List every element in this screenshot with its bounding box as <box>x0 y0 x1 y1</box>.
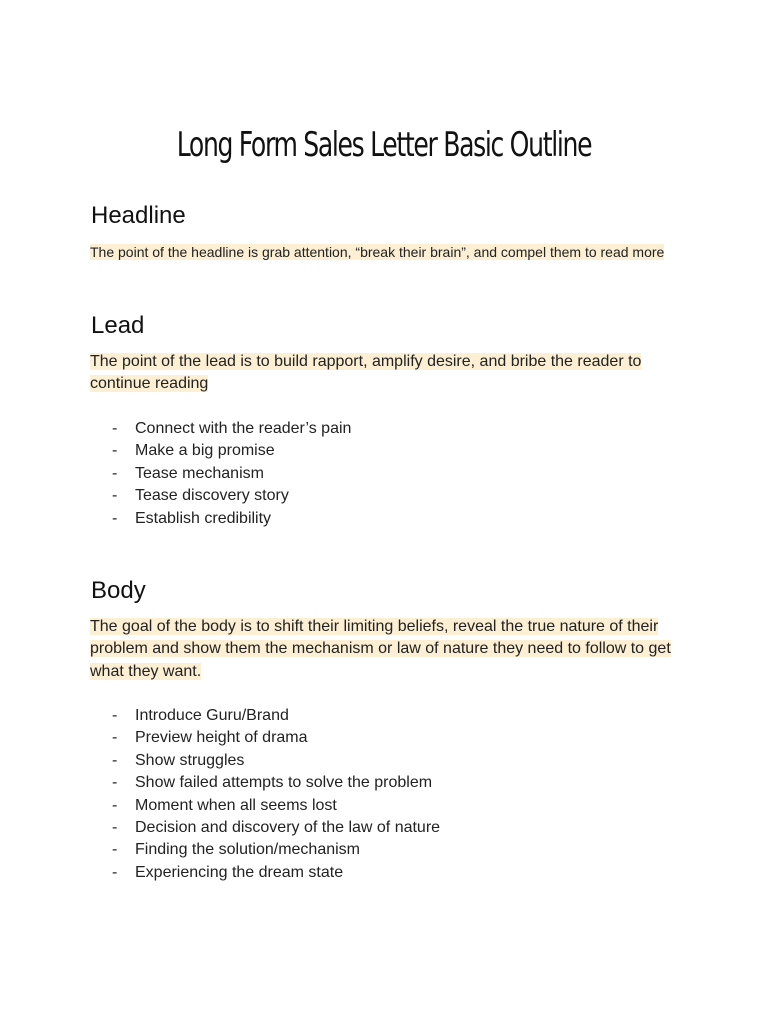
section-heading-lead: Lead <box>91 312 145 339</box>
bullet-dash: - <box>112 796 118 814</box>
list-item <box>112 772 440 794</box>
bullet-dash: - <box>112 442 118 460</box>
lead-description <box>90 351 680 396</box>
bullet-dash: - <box>112 509 118 527</box>
list-item <box>112 705 440 727</box>
list-item <box>112 817 440 839</box>
list-item <box>112 508 351 530</box>
list-item <box>112 485 351 507</box>
list-item-text: Moment when all seems lost <box>135 796 337 814</box>
bullet-dash: - <box>112 464 118 482</box>
list-item-text: Preview height of drama <box>135 729 308 747</box>
bullet-dash: - <box>112 707 118 724</box>
headline-description <box>90 242 690 263</box>
bullet-dash: - <box>112 819 118 837</box>
list-item-text: Decision and discovery of the law of nature <box>135 819 441 837</box>
list-item <box>112 727 440 749</box>
list-item-text: Show struggles <box>135 751 245 769</box>
bullet-dash: - <box>112 841 118 859</box>
bullet-dash: - <box>112 420 118 437</box>
bullet-dash: - <box>112 729 118 747</box>
document-title: Long Form Sales Letter Basic Outline <box>176 125 592 165</box>
lead-description-text: The point of the lead is to build rapport, amplify desire, and bribe the reader to continue reading <box>90 353 642 393</box>
section-heading-headline: Headline <box>91 202 186 229</box>
bullet-dash: - <box>112 863 118 881</box>
list-item <box>112 463 351 485</box>
list-item <box>112 795 440 817</box>
list-item <box>112 750 440 772</box>
lead-list <box>112 418 351 530</box>
headline-description-text: The point of the headline is grab attention, “break their brain”, and compel them to read more <box>90 244 665 260</box>
list-item-text: Establish credibility <box>135 509 272 527</box>
list-item <box>112 418 351 440</box>
section-heading-body: Body <box>91 577 146 604</box>
body-description-text: The goal of the body is to shift their limiting beliefs, reveal the true nature of their problem and show them the mechanism or law of nature they need to follow to get what they want. <box>90 618 671 680</box>
list-item <box>112 839 440 861</box>
body-list <box>112 705 440 884</box>
bullet-dash: - <box>112 774 118 792</box>
bullet-dash: - <box>112 487 118 505</box>
list-item-text: Experiencing the dream state <box>135 863 344 881</box>
body-description <box>90 616 685 683</box>
list-item <box>112 440 351 462</box>
list-item-text: Show failed attempts to solve the problem <box>135 774 433 792</box>
list-item-text: Connect with the reader’s pain <box>135 420 352 437</box>
list-item <box>112 862 440 884</box>
list-item-text: Finding the solution/mechanism <box>135 841 361 859</box>
list-item-text: Tease mechanism <box>135 464 264 482</box>
bullet-dash: - <box>112 751 118 769</box>
list-item-text: Make a big promise <box>135 442 275 460</box>
list-item-text: Introduce Guru/Brand <box>135 707 289 724</box>
list-item-text: Tease discovery story <box>135 487 289 505</box>
